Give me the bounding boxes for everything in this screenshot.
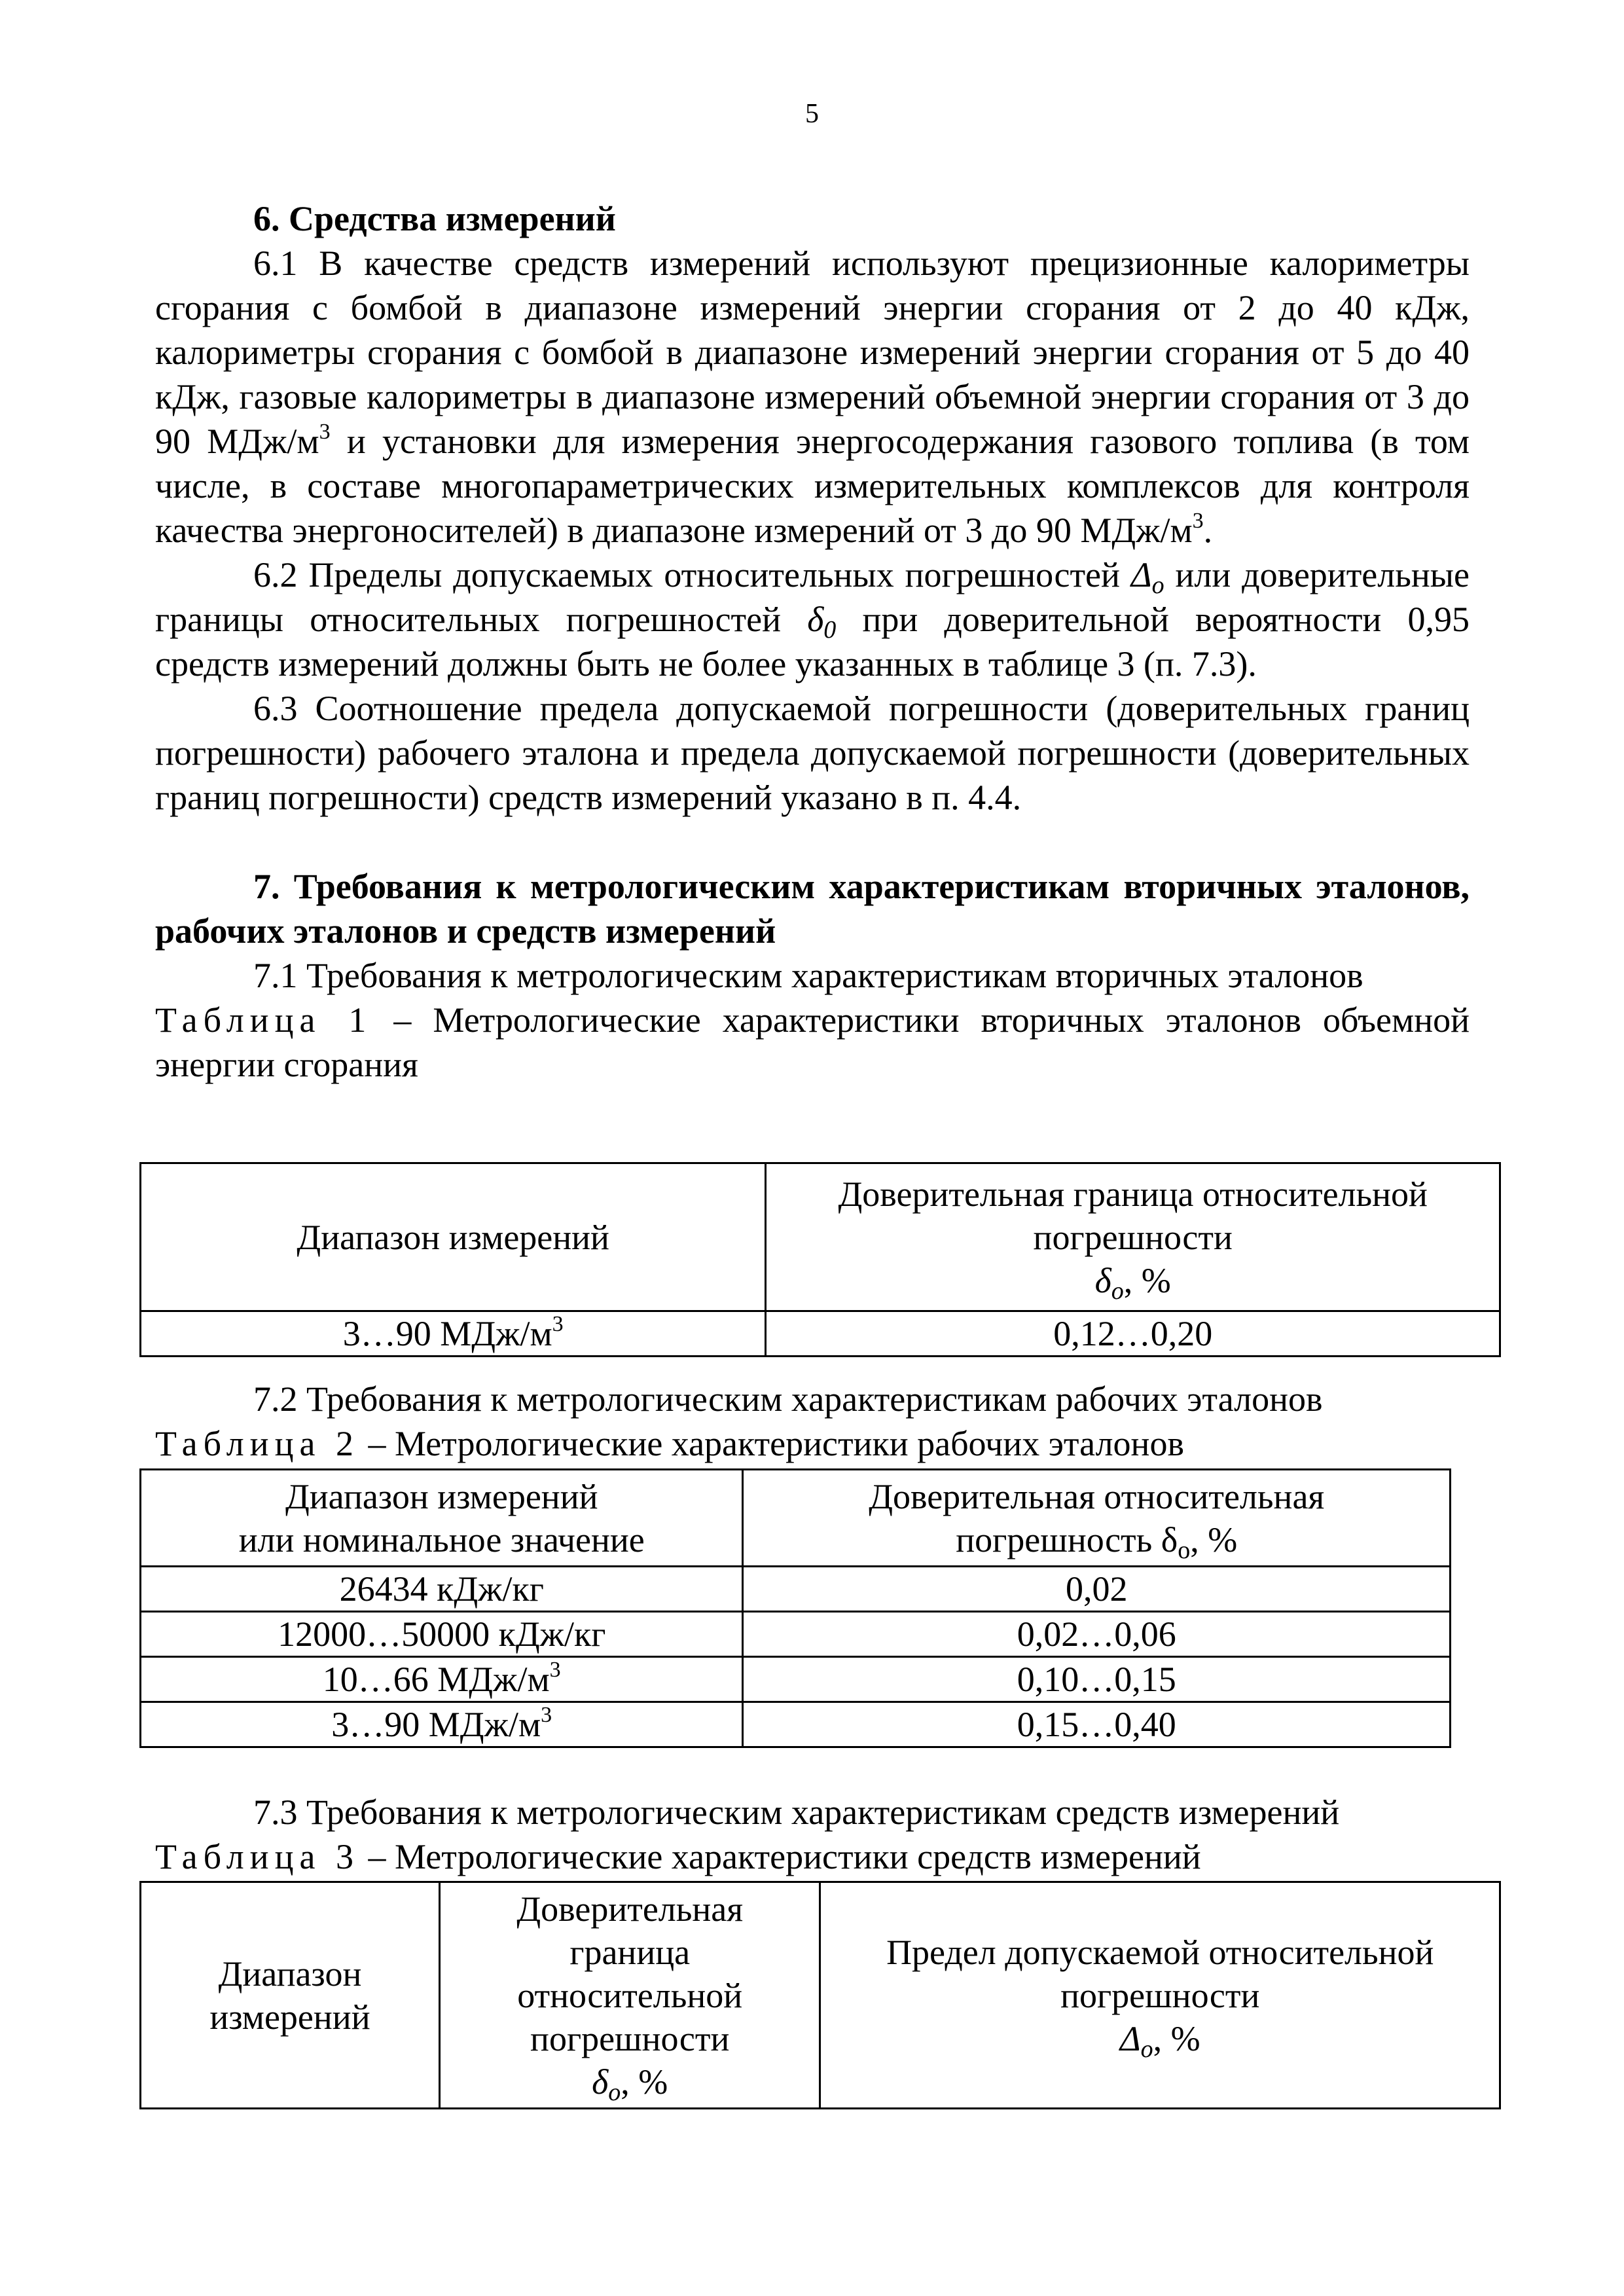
delta-confidence-symbol: $\delta_0$ [807,600,837,644]
table-2-cell-value: 0,15…0,40 [743,1702,1451,1747]
table-2-cell-value: 0,02 [743,1567,1451,1612]
paragraph-6-3: 6.3 Соотношение предела допускаемой погрешности (доверительных границ погрешности) рабочего эталона и предела допускаемой погрешности (доверительных границ погрешности) средств измерений указано в п. 4.4. [155,689,1470,817]
table-row [141,1311,1500,1357]
section-7-3-text [155,1790,1470,1879]
table-2-cell-range: 12000…50000 кДж/кг [141,1612,743,1657]
table-1 [139,1162,1501,1357]
table-3-header-range: Диапазон измерений [141,1882,440,2109]
paragraph-7-3: 7.3 Требования к метрологическим характеристикам средств измерений [253,1793,1340,1832]
table-1-header-range: Диапазон измерений [141,1163,766,1311]
table-1-cell-value: 0,12…0,20 [766,1311,1500,1357]
table-row [141,1612,1451,1657]
table-1-cell-range: 3…90 МДж/$м^3$ [141,1311,766,1357]
table-2-cell-value: 0,10…0,15 [743,1657,1451,1702]
table-2-cell-value: 0,02…0,06 [743,1612,1451,1657]
section-6-heading: 6. Средства измерений [253,199,616,238]
table-2-caption: Таблица 2 – Метрологические характеристики рабочих эталонов [155,1424,1184,1463]
paragraph-7-2: 7.2 Требования к метрологическим характеристикам рабочих эталонов [253,1379,1323,1419]
paragraph-6-1: 6.1 В качестве средств измерений используют прецизионные калориметры сгорания с бомбой в диапазоне измерений энергии сгорания от 2 до 40 кДж, калориметры сгорания с бомбой в диапазоне измерений энергии сгорания от 5 до 40 кДж, газовые калориметры в диапазоне измерений объемной энергии сгорания от 3 до 90 МДж/$м^3$ и установки для измерения энергосодержания газового топлива (в том числе, в составе многопараметрических измерительных комплексов для контроля качества энергоносителей) в диапазоне измерений от 3 до 90 МДж/$м^3$. [155,244,1470,550]
delta-limit-symbol: $\Delta_о$ [1130,555,1164,599]
table-3-header-confidence: Доверительная граница относительной погрешности $\delta_о$, % [439,1882,820,2109]
table-row [141,1567,1451,1612]
table-3-header-limit: Предел допускаемой относительной погрешности $\Delta_о$, % [820,1882,1500,2109]
table-row [141,1657,1451,1702]
paragraph-6-2: 6.2 Пределы допускаемых относительных погрешностей $\Delta_о$ или доверительные границы относительных погрешностей $\delta_0$ при доверительной вероятности 0,95 средств измерений должны быть не более указанных в таблице 3 (п. 7.3). [155,555,1470,683]
table-3 [139,1881,1501,2109]
table-2 [139,1468,1451,1748]
document-body [155,196,1470,1087]
page-number: 5 [805,99,819,129]
table-2-header-range: Диапазон измерений или номинальное значение [141,1470,743,1567]
paragraph-7-1: 7.1 Требования к метрологическим характеристикам вторичных эталонов [253,956,1363,995]
table-3-caption: Таблица 3 – Метрологические характеристики средств измерений [155,1837,1201,1876]
table-2-header-accuracy: Доверительная относительная погрешность $\delta_о$, % [743,1470,1451,1567]
table-2-cell-range: 26434 кДж/кг [141,1567,743,1612]
table-2-cell-range: 3…90 МДж/$м^3$ [141,1702,743,1747]
table-1-header-accuracy: Доверительная граница относительной погрешности $\delta_о$, % [766,1163,1500,1311]
table-2-cell-range: 10…66 МДж/$м^3$ [141,1657,743,1702]
table-row [141,1702,1451,1747]
section-7-2-text [155,1377,1470,1466]
table-1-caption: Таблица 1 – Метрологические характеристики вторичных эталонов объемной энергии сгорания [155,1000,1470,1084]
section-7-heading: 7. Требования к метрологическим характеристикам вторичных эталонов, рабочих эталонов и средств измерений [155,867,1470,951]
